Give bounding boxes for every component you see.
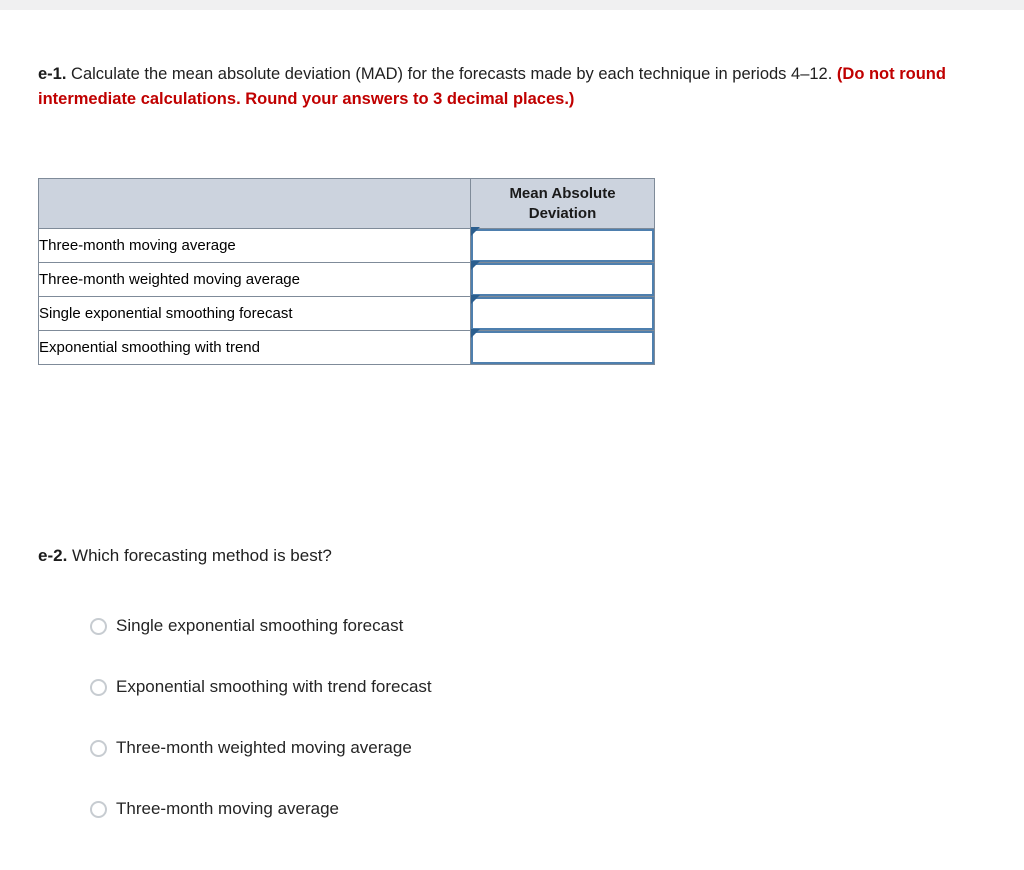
row-label: Three-month moving average [39,229,471,263]
question-e2-text: Which forecasting method is best? [72,546,332,565]
question-e1-text: Calculate the mean absolute deviation (MAD) for the forecasts made by each technique in periods 4–12. [71,65,833,83]
radio-button-icon[interactable] [90,801,107,818]
mad-input-three-month-weighted-moving-average[interactable] [471,263,654,296]
row-value-cell [471,263,655,297]
row-label: Exponential smoothing with trend [39,331,471,365]
radio-button-icon[interactable] [90,618,107,635]
radio-button-icon[interactable] [90,679,107,696]
option-label: Exponential smoothing with trend forecast [116,677,432,696]
radio-option-single-exponential-smoothing[interactable] [90,614,986,638]
row-value-cell [471,331,655,365]
row-label: Single exponential smoothing forecast [39,297,471,331]
radio-option-three-month-weighted-moving-average[interactable] [90,736,986,760]
answer-cell [471,331,654,364]
table-row [39,297,655,331]
row-value-cell [471,297,655,331]
mad-input-single-exponential-smoothing[interactable] [471,297,654,330]
mad-input-three-month-moving-average[interactable] [471,229,654,262]
top-divider-bar [0,0,1024,10]
row-value-cell [471,229,655,263]
table-header-row [39,179,655,229]
option-label: Three-month moving average [116,799,340,818]
question-e2-number: e-2. [38,546,68,565]
question-e1-instruction: (Do not round intermediate calculations. Round your answers to 3 decimal places.) [38,65,946,108]
table-row [39,263,655,297]
radio-option-three-month-moving-average[interactable] [90,797,986,821]
answer-options [38,614,986,821]
table-header-mad: Mean Absolute Deviation [471,179,655,229]
mad-input-exponential-smoothing-with-trend[interactable] [471,331,654,364]
table-row [39,229,655,263]
question-e1 [38,62,950,112]
main-content [0,62,1024,821]
radio-button-icon[interactable] [90,740,107,757]
row-label: Three-month weighted moving average [39,263,471,297]
question-e2 [38,543,986,568]
answer-cell [471,263,654,296]
option-label: Single exponential smoothing forecast [116,616,404,635]
mad-table [38,178,655,365]
question-e1-number: e-1. [38,65,67,83]
radio-option-exponential-smoothing-with-trend[interactable] [90,675,986,699]
table-header-empty [39,179,471,229]
answer-cell [471,229,654,262]
table-row [39,331,655,365]
answer-cell [471,297,654,330]
option-label: Three-month weighted moving average [116,738,412,757]
